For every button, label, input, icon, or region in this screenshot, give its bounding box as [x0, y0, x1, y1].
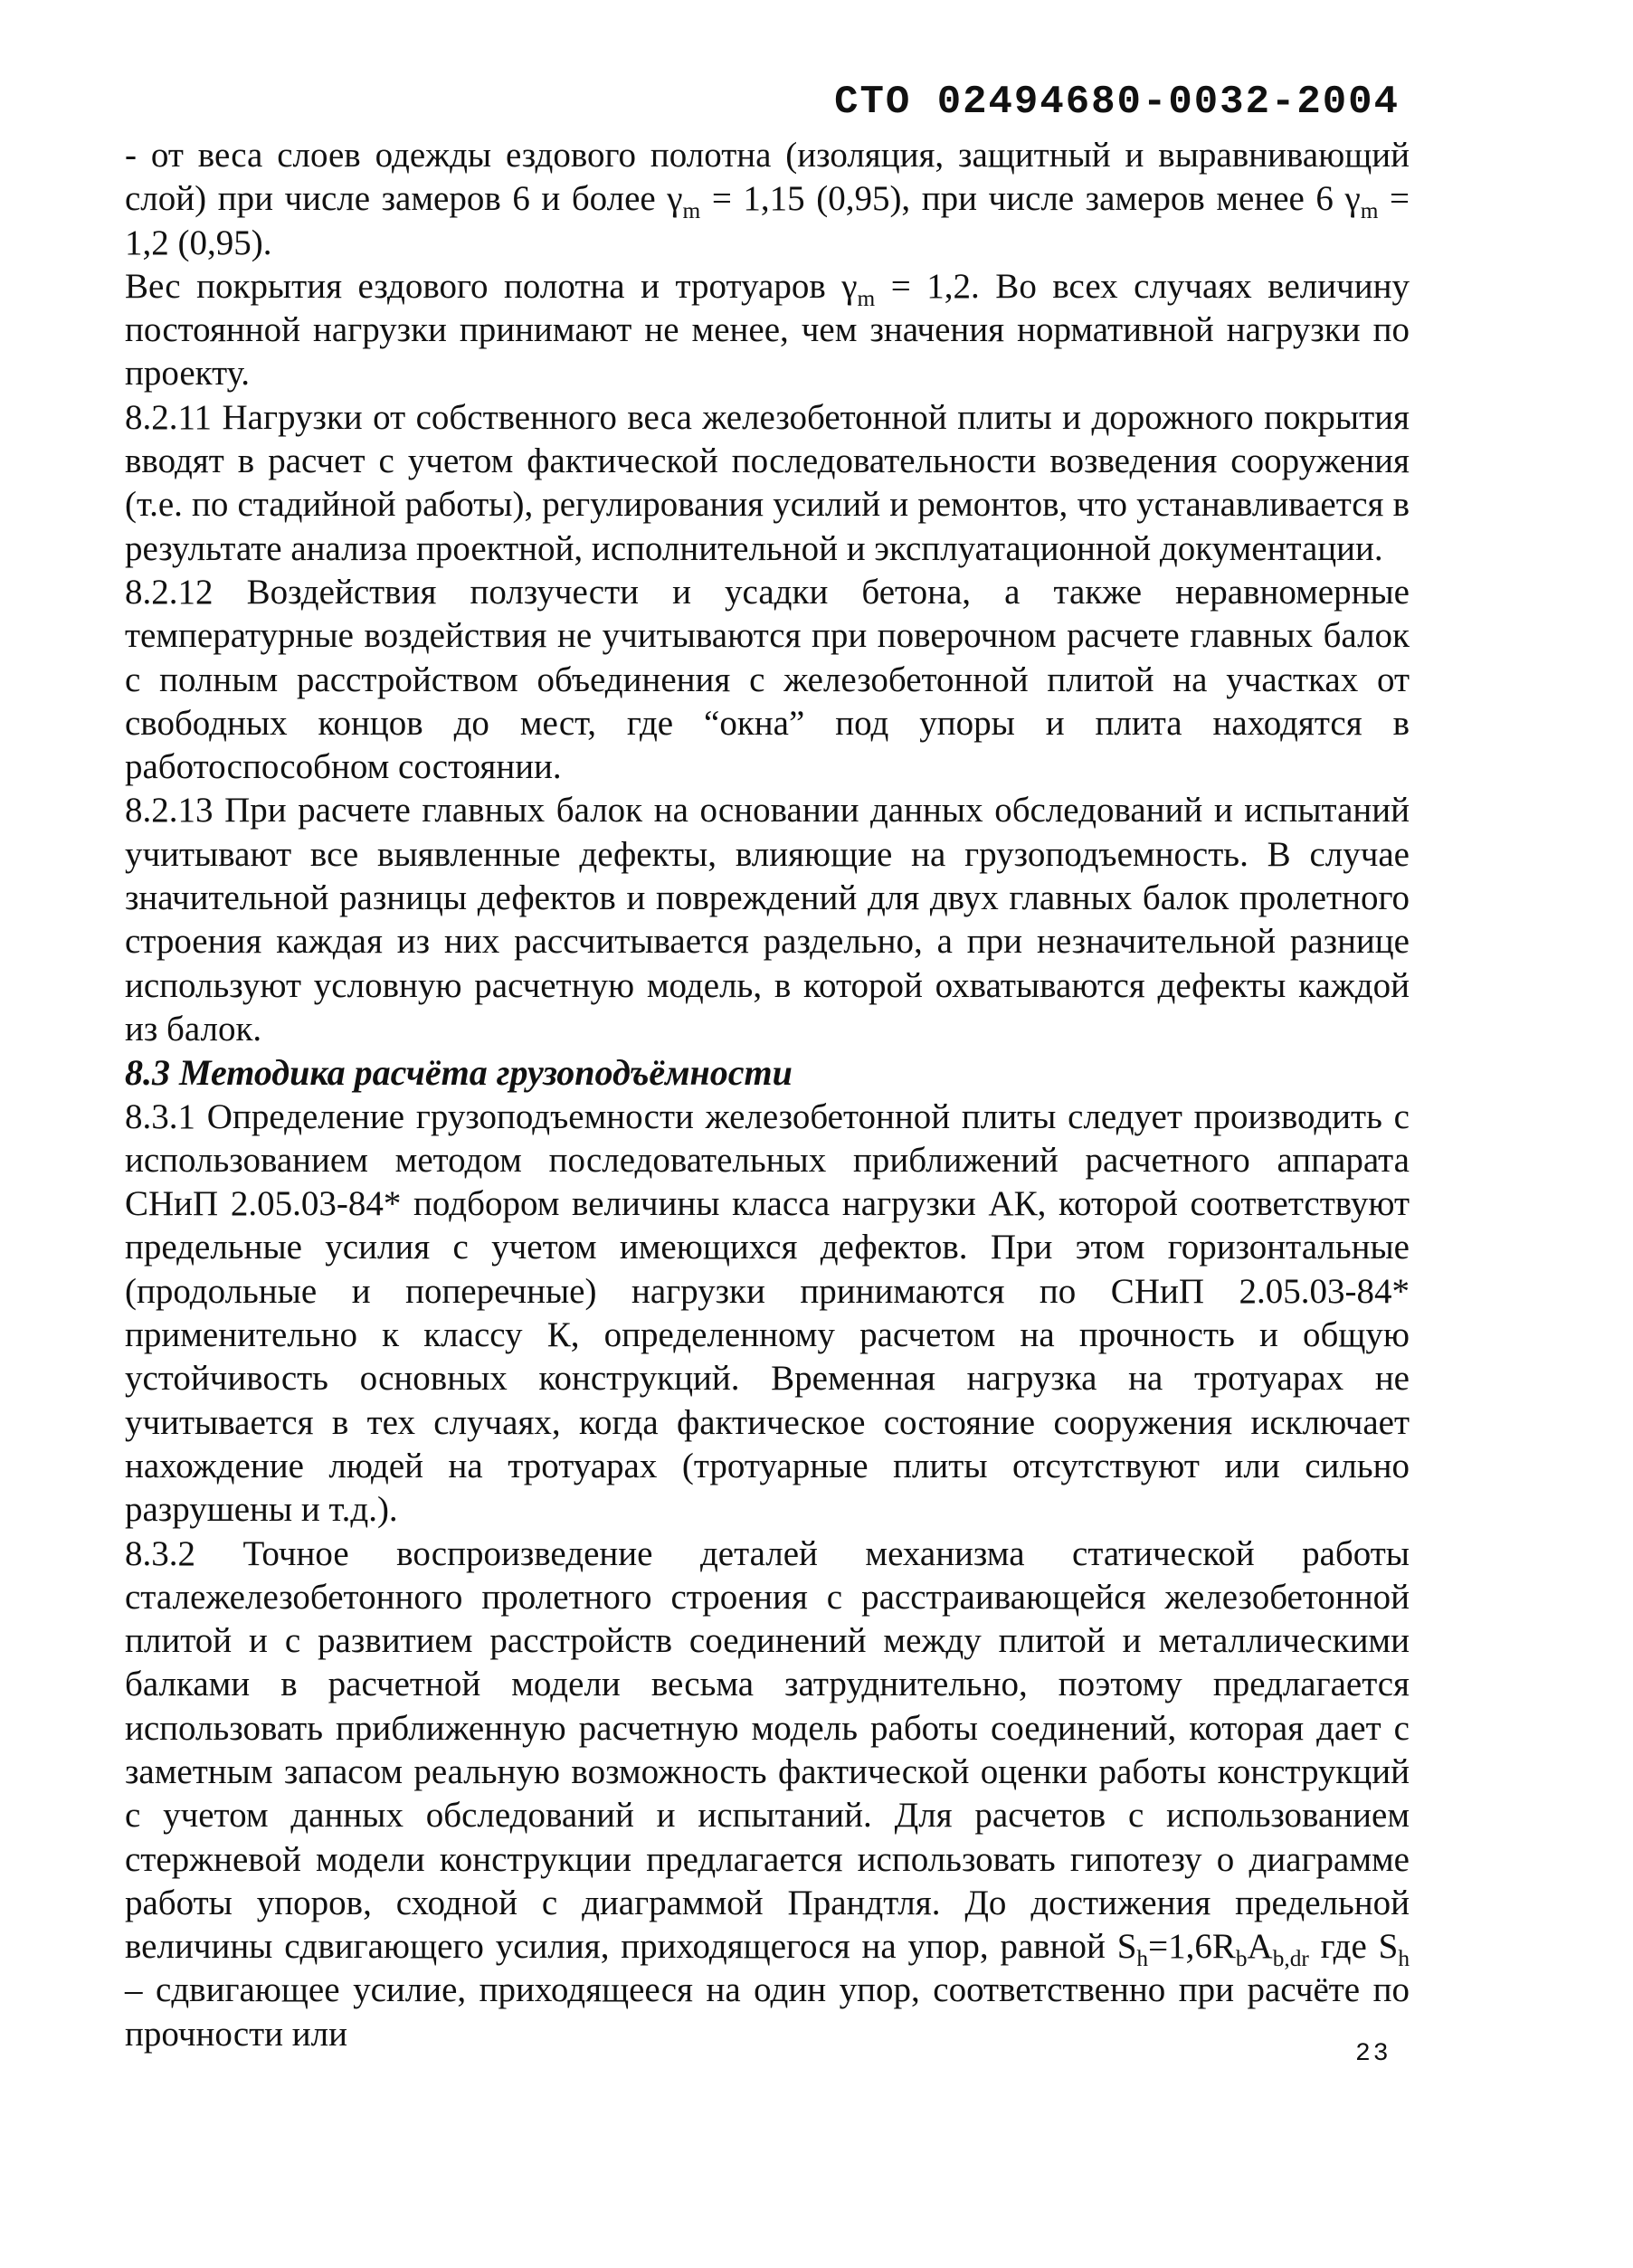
subscript: m: [857, 285, 876, 311]
paragraph-8-3-2: [125, 1533, 1410, 2057]
text-run: Вес покрытия ездового полотна и тротуаров γ: [125, 266, 858, 306]
subscript: b,dr: [1272, 1945, 1309, 1971]
text-run: A: [1247, 1927, 1273, 1967]
subscript: m: [682, 198, 701, 224]
subscript: h: [1136, 1945, 1149, 1971]
page-number: 23: [1355, 2040, 1391, 2068]
text-run: - от веса слоев одежды ездового полотна (изоляция, защитный и выравнивающий слой) при числе замеров 6 и более γ: [125, 136, 1410, 219]
section-heading-8-3: 8.3 Методика расчёта грузоподъёмности: [125, 1052, 793, 1094]
document-code: СТО 02494680-0032-2004: [834, 80, 1400, 125]
text-run: где S: [1308, 1927, 1399, 1967]
paragraph-8-3-1: 8.3.1 Определение грузоподъемности железобетонной плиты следует производить с использованием методом последовательных приближений расчетного аппарата СНиП 2.05.03-84* подбором величины класса нагрузки АК, которой соответствуют предельные усилия с учетом имеющихся дефектов. При этом горизонтальные (продольные и поперечные) нагрузки принимаются по СНиП 2.05.03-84* применительно к классу К, определенному расчетом на прочность и общую устойчивость основных конструкций. Временная нагрузка на тротуарах не учитывается в тех случаях, когда фактическое состояние сооружения исключает нахождение людей на тротуарах (тротуарные плиты отсутствуют или сильно разрушены и т.д.).: [125, 1096, 1410, 1530]
text-run: = 1,2. Во всех случаях величину постоянной нагрузки принимают не менее, чем значения нормативной нагрузки по проекту.: [125, 266, 1410, 394]
text-run: =1,6R: [1148, 1927, 1236, 1967]
subscript: h: [1398, 1945, 1410, 1971]
text-run: = 1,15 (0,95), при числе замеров менее 6 γ: [700, 179, 1361, 219]
subscript: b: [1235, 1945, 1248, 1971]
paragraph-8-2-12: 8.2.12 Воздействия ползучести и усадки бетона, а также неравномерные температурные воздействия не учитываются при поверочном расчете главных балок с полным расстройством объединения с железобетонной плитой на участках от свободных концов до мест, где “окна” под упоры и плита находятся в работоспособном состоянии.: [125, 572, 1410, 787]
document-body: [125, 134, 1410, 2056]
paragraph-8-2-13: 8.2.13 При расчете главных балок на основании данных обследований и испытаний учитывают все выявленные дефекты, влияющие на грузоподъемность. В случае значительной разницы дефектов и повреждений для двух главных балок пролетного строения каждая из них рассчитывается раздельно, а при незначительной разнице используют условную расчетную модель, в которой охватываются дефекты каждой из балок.: [125, 791, 1410, 1049]
text-run: 8.3.2 Точное воспроизведение деталей механизма статической работы сталежелезобетонного пролетного строения с расстраивающейся железобетонной плитой и с развитием расстройств соединений между плитой и металлическими балками в расчетной модели весьма затруднительно, поэтому предлагается использовать приближенную расчетную модель работы соединений, которая дает с заметным запасом реальную возможность фактической оценки работы конструкций с учетом данных обследований и испытаний. Для расчетов с использованием стержневой модели конструкции предлагается использовать гипотезу о диаграмме работы упоров, сходной с диаграммой Прандтля. До достижения предельной величины сдвигающего усилия, приходящегося на упор, равной S: [125, 1533, 1410, 1967]
subscript: m: [1360, 198, 1379, 224]
text-run: – сдвигающее усилие, приходящееся на один упор, соответственно при расчёте по прочности или: [125, 1970, 1410, 2054]
paragraph-pavement-weight: [125, 265, 1410, 396]
paragraph-8-2-11: 8.2.11 Нагрузки от собственного веса железобетонной плиты и дорожного покрытия вводят в расчет с учетом фактической последовательности возведения сооружения (т.е. по стадийной работы), регулирования усилий и ремонтов, что устанавливается в результате анализа проектной, исполнительной и эксплуатационной документации.: [125, 397, 1410, 568]
paragraph-self-weight-layers: [125, 134, 1410, 265]
text-run: = 1,2 (0,95).: [125, 179, 1410, 262]
